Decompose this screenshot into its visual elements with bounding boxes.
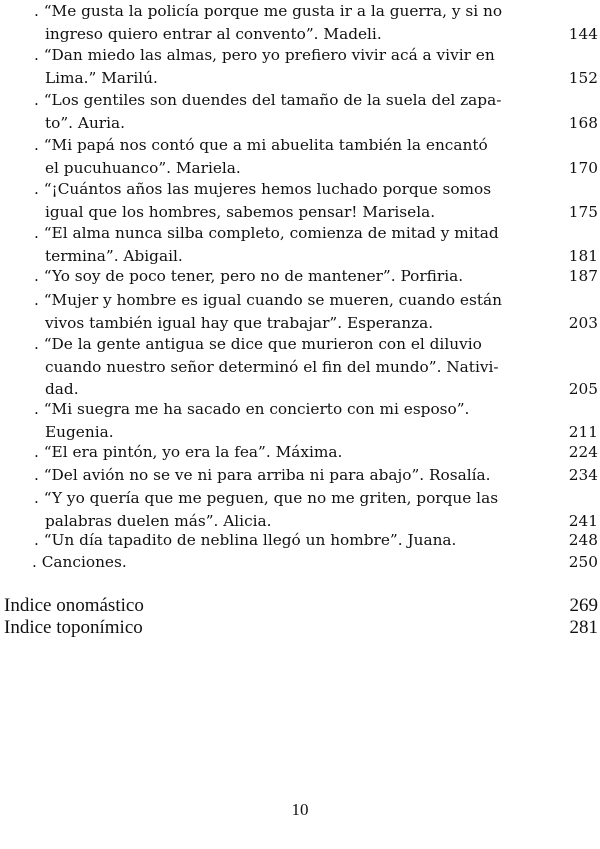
toc-entry-text: . “Un día tapadito de neblina llegó un hombre”. Juana. <box>34 531 457 549</box>
toc-entry-text: . “Mi suegra me ha sacado en concierto con mi esposo”. <box>34 400 470 418</box>
toc-page-number: 250 <box>568 553 598 571</box>
toc-page-number: 248 <box>568 531 598 549</box>
toc-entry-text: vivos también igual hay que trabajar”. Esperanza. <box>45 313 434 332</box>
toc-entry <box>34 333 600 401</box>
toc-entry <box>34 44 600 89</box>
toc-entry <box>34 89 600 134</box>
toc-page-number: 175 <box>568 202 598 221</box>
toc-page-number: 224 <box>568 443 598 461</box>
toc-page-number: 152 <box>568 68 598 87</box>
toc-entry-text: el pucuhuanco”. Mariela. <box>45 158 241 177</box>
toc-entry-text: Eugenia. <box>45 422 114 441</box>
toc-page-number: 168 <box>568 113 598 132</box>
toc-page-number: 187 <box>568 267 598 285</box>
toc-page-number: 281 <box>569 617 598 638</box>
toc-page-number: 211 <box>568 422 598 441</box>
toc-entry <box>34 0 600 45</box>
toc-entry-text: ingreso quiero entrar al convento”. Madeli. <box>45 24 382 43</box>
toc-entry-text: . “Los gentiles son duendes del tamaño de la suela del zapa- <box>34 91 502 109</box>
toc-entry-text: . “Dan miedo las almas, pero yo prefiero vivir acá a vivir en <box>34 46 495 64</box>
toc-entry <box>34 265 600 288</box>
toc-entry-text: palabras duelen más”. Alicia. <box>45 511 272 530</box>
toc-entry <box>34 178 600 223</box>
toc-entry <box>34 464 600 487</box>
toc-page-number: 144 <box>568 24 598 43</box>
toc-page-number: 170 <box>568 158 598 177</box>
toc-entry <box>34 398 600 443</box>
toc-entry <box>34 529 600 552</box>
toc-entry-text: termina”. Abigail. <box>45 246 183 265</box>
toc-entry-text: . “Y yo quería que me peguen, que no me griten, porque las <box>34 489 499 507</box>
toc-page-number: 205 <box>568 380 598 398</box>
toc-entry <box>34 441 600 464</box>
toc-entry <box>34 134 600 179</box>
toc-entry-text: dad. <box>45 380 79 398</box>
toc-entry-text: . “Del avión no se ve ni para arriba ni para abajo”. Rosalía. <box>34 466 491 484</box>
toc-index-entry <box>4 617 600 639</box>
toc-index-title: Indice onomástico <box>4 595 144 616</box>
toc-index-entry <box>4 595 600 617</box>
toc-page-number: 234 <box>568 466 598 484</box>
toc-entry-text: cuando nuestro señor determinó el fin del mundo”. Nativi- <box>45 357 499 376</box>
toc-page-number: 181 <box>568 246 598 265</box>
page-number: 10 <box>291 800 309 819</box>
toc-entry-text: . “El alma nunca silba completo, comienza de mitad y mitad <box>34 224 499 242</box>
toc-entry <box>32 551 600 574</box>
toc-entry-text: to”. Auria. <box>45 113 125 132</box>
toc-entry <box>34 487 600 532</box>
toc-page-number: 241 <box>568 511 598 530</box>
toc-page-number: 269 <box>569 595 598 616</box>
toc-entry-text: . “Mi papá nos contó que a mi abuelita también la encantó <box>34 136 488 154</box>
toc-entry <box>34 289 600 334</box>
toc-entry-text: . “Mujer y hombre es igual cuando se mueren, cuando están <box>34 291 502 309</box>
toc-entry-text: Lima.” Marilú. <box>45 68 158 87</box>
toc-entry-text: . Canciones. <box>32 553 127 571</box>
toc-entry-text: . “El era pintón, yo era la fea”. Máxima. <box>34 443 343 461</box>
toc-entry-text: . “¡Cuántos años las mujeres hemos luchado porque somos <box>34 180 492 198</box>
toc-entry-text: . “Yo soy de poco tener, pero no de mantener”. Porfiria. <box>34 267 464 285</box>
toc-index-title: Indice toponímico <box>4 617 143 638</box>
toc-entry-text: . “De la gente antigua se dice que murieron con el diluvio <box>34 335 482 353</box>
toc-entry <box>34 222 600 267</box>
toc-page-number: 203 <box>568 313 598 332</box>
toc-entry-text: igual que los hombres, sabemos pensar! Marisela. <box>45 202 436 221</box>
toc-entry-text: . “Me gusta la policía porque me gusta ir a la guerra, y si no <box>34 2 503 20</box>
